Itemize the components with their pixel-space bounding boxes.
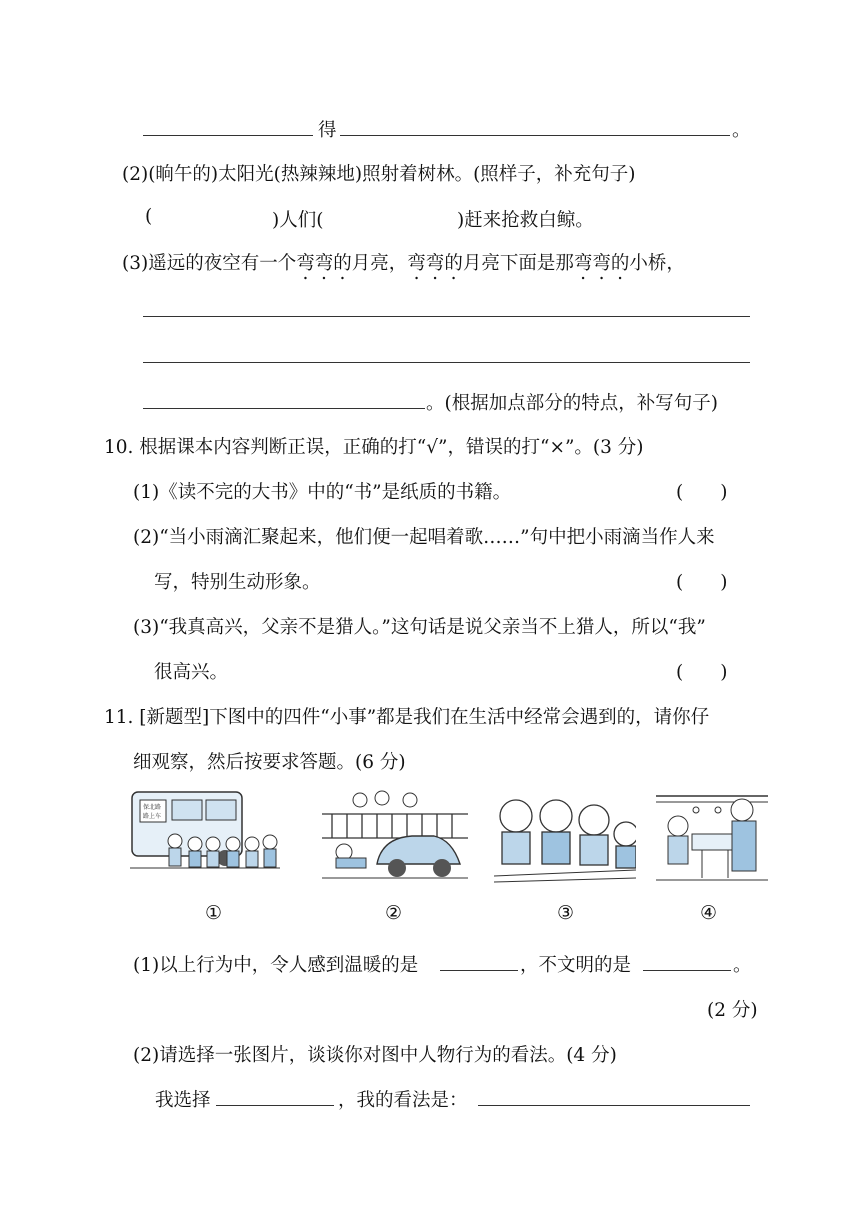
dotted-phrase: 弯弯的 xyxy=(296,253,352,274)
q9-sub3-text xyxy=(122,249,685,275)
q9-sub2-text: (2)(晌午的)太阳光(热辣辣地)照射着树林。(照样子，补充句子) xyxy=(122,164,636,185)
answer-line[interactable] xyxy=(143,316,750,317)
q11-sub2: (2)请选择一张图片，谈谈你对图中人物行为的看法。(4 分) xyxy=(133,1045,617,1066)
picture-4-bus-seat xyxy=(656,786,768,886)
answer-line[interactable] xyxy=(478,1105,750,1106)
q9-sub3-mid3: 小桥， xyxy=(629,253,685,274)
q11-sub1-score: (2 分) xyxy=(707,1000,758,1021)
answer-line[interactable] xyxy=(216,1105,334,1106)
q9-sub3-prefix: (3)遥远的夜空有一个 xyxy=(122,253,297,274)
q11-title-line2: 细观察，然后按要求答题。(6 分) xyxy=(133,752,406,773)
picture-label-4: ④ xyxy=(700,902,718,924)
car-fence-illustration xyxy=(322,786,468,886)
answer-line[interactable] xyxy=(643,970,731,971)
answer-line[interactable] xyxy=(143,408,425,409)
children-group-illustration xyxy=(494,786,636,886)
q11-sub1-a: (1)以上行为中，令人感到温暖的是 xyxy=(133,955,419,976)
bus-seat-illustration xyxy=(656,786,768,886)
picture-3-children-group xyxy=(494,786,636,886)
q9-sub3-mid2: 月亮下面是那 xyxy=(462,253,574,274)
picture-label-3: ③ xyxy=(557,902,575,924)
q10-item2-line1: (2)“当小雨滴汇聚起来，他们便一起唱着歌……”句中把小雨滴当作人来 xyxy=(133,527,715,548)
answer-line[interactable] xyxy=(340,135,730,136)
q9-line1-mid: 得 xyxy=(318,120,337,141)
q9-sub2-close2: )赶来抢救白鲸。 xyxy=(457,210,594,231)
q11-sub1-b: ，不文明的是 xyxy=(520,955,632,976)
svg-text:保北路: 保北路 xyxy=(143,805,162,811)
dotted-phrase: 弯弯的 xyxy=(573,253,630,274)
bus-queue-illustration xyxy=(130,786,280,886)
picture-1-bus-queue xyxy=(130,786,280,886)
q11-choose-b: ，我的看法是： xyxy=(338,1090,468,1111)
svg-text:路上车: 路上车 xyxy=(143,814,162,820)
q9-line1-end: 。 xyxy=(732,120,751,141)
q9-sub3-end: 。(根据加点部分的特点，补写句子) xyxy=(426,393,718,414)
picture-2-car-fence xyxy=(322,786,468,886)
answer-line[interactable] xyxy=(440,970,518,971)
answer-paren[interactable]: ( ) xyxy=(676,572,728,593)
picture-label-2: ② xyxy=(385,902,403,924)
q10-title: 10. 根据课本内容判断正误，正确的打“√”，错误的打“×”。(3 分) xyxy=(104,437,644,458)
q10-item2-line2: 写，特别生动形象。 xyxy=(154,572,321,593)
q11-sub1-c: 。 xyxy=(733,955,752,976)
answer-paren[interactable]: ( ) xyxy=(676,482,728,503)
q11-title-line1: 11. [新题型]下图中的四件“小事”都是我们在生活中经常会遇到的，请你仔 xyxy=(104,707,710,728)
q9-sub2-close1: )人们( xyxy=(272,210,324,231)
q10-item3-line2: 很高兴。 xyxy=(154,662,229,683)
answer-line[interactable] xyxy=(143,135,313,136)
dotted-phrase: 弯弯的 xyxy=(407,253,463,274)
q11-choose-a: 我选择 xyxy=(155,1090,211,1111)
q9-sub3-mid1: 月亮， xyxy=(351,253,408,274)
picture-label-1: ① xyxy=(205,902,223,924)
q10-item1: (1)《读不完的大书》中的“书”是纸质的书籍。 xyxy=(133,482,512,503)
answer-paren[interactable]: ( ) xyxy=(676,662,728,683)
q10-item3-line1: (3)“我真高兴，父亲不是猎人。”这句话是说父亲当不上猎人，所以“我” xyxy=(133,617,706,638)
q9-sub2-open: ( xyxy=(145,206,153,227)
answer-line[interactable] xyxy=(143,362,750,363)
